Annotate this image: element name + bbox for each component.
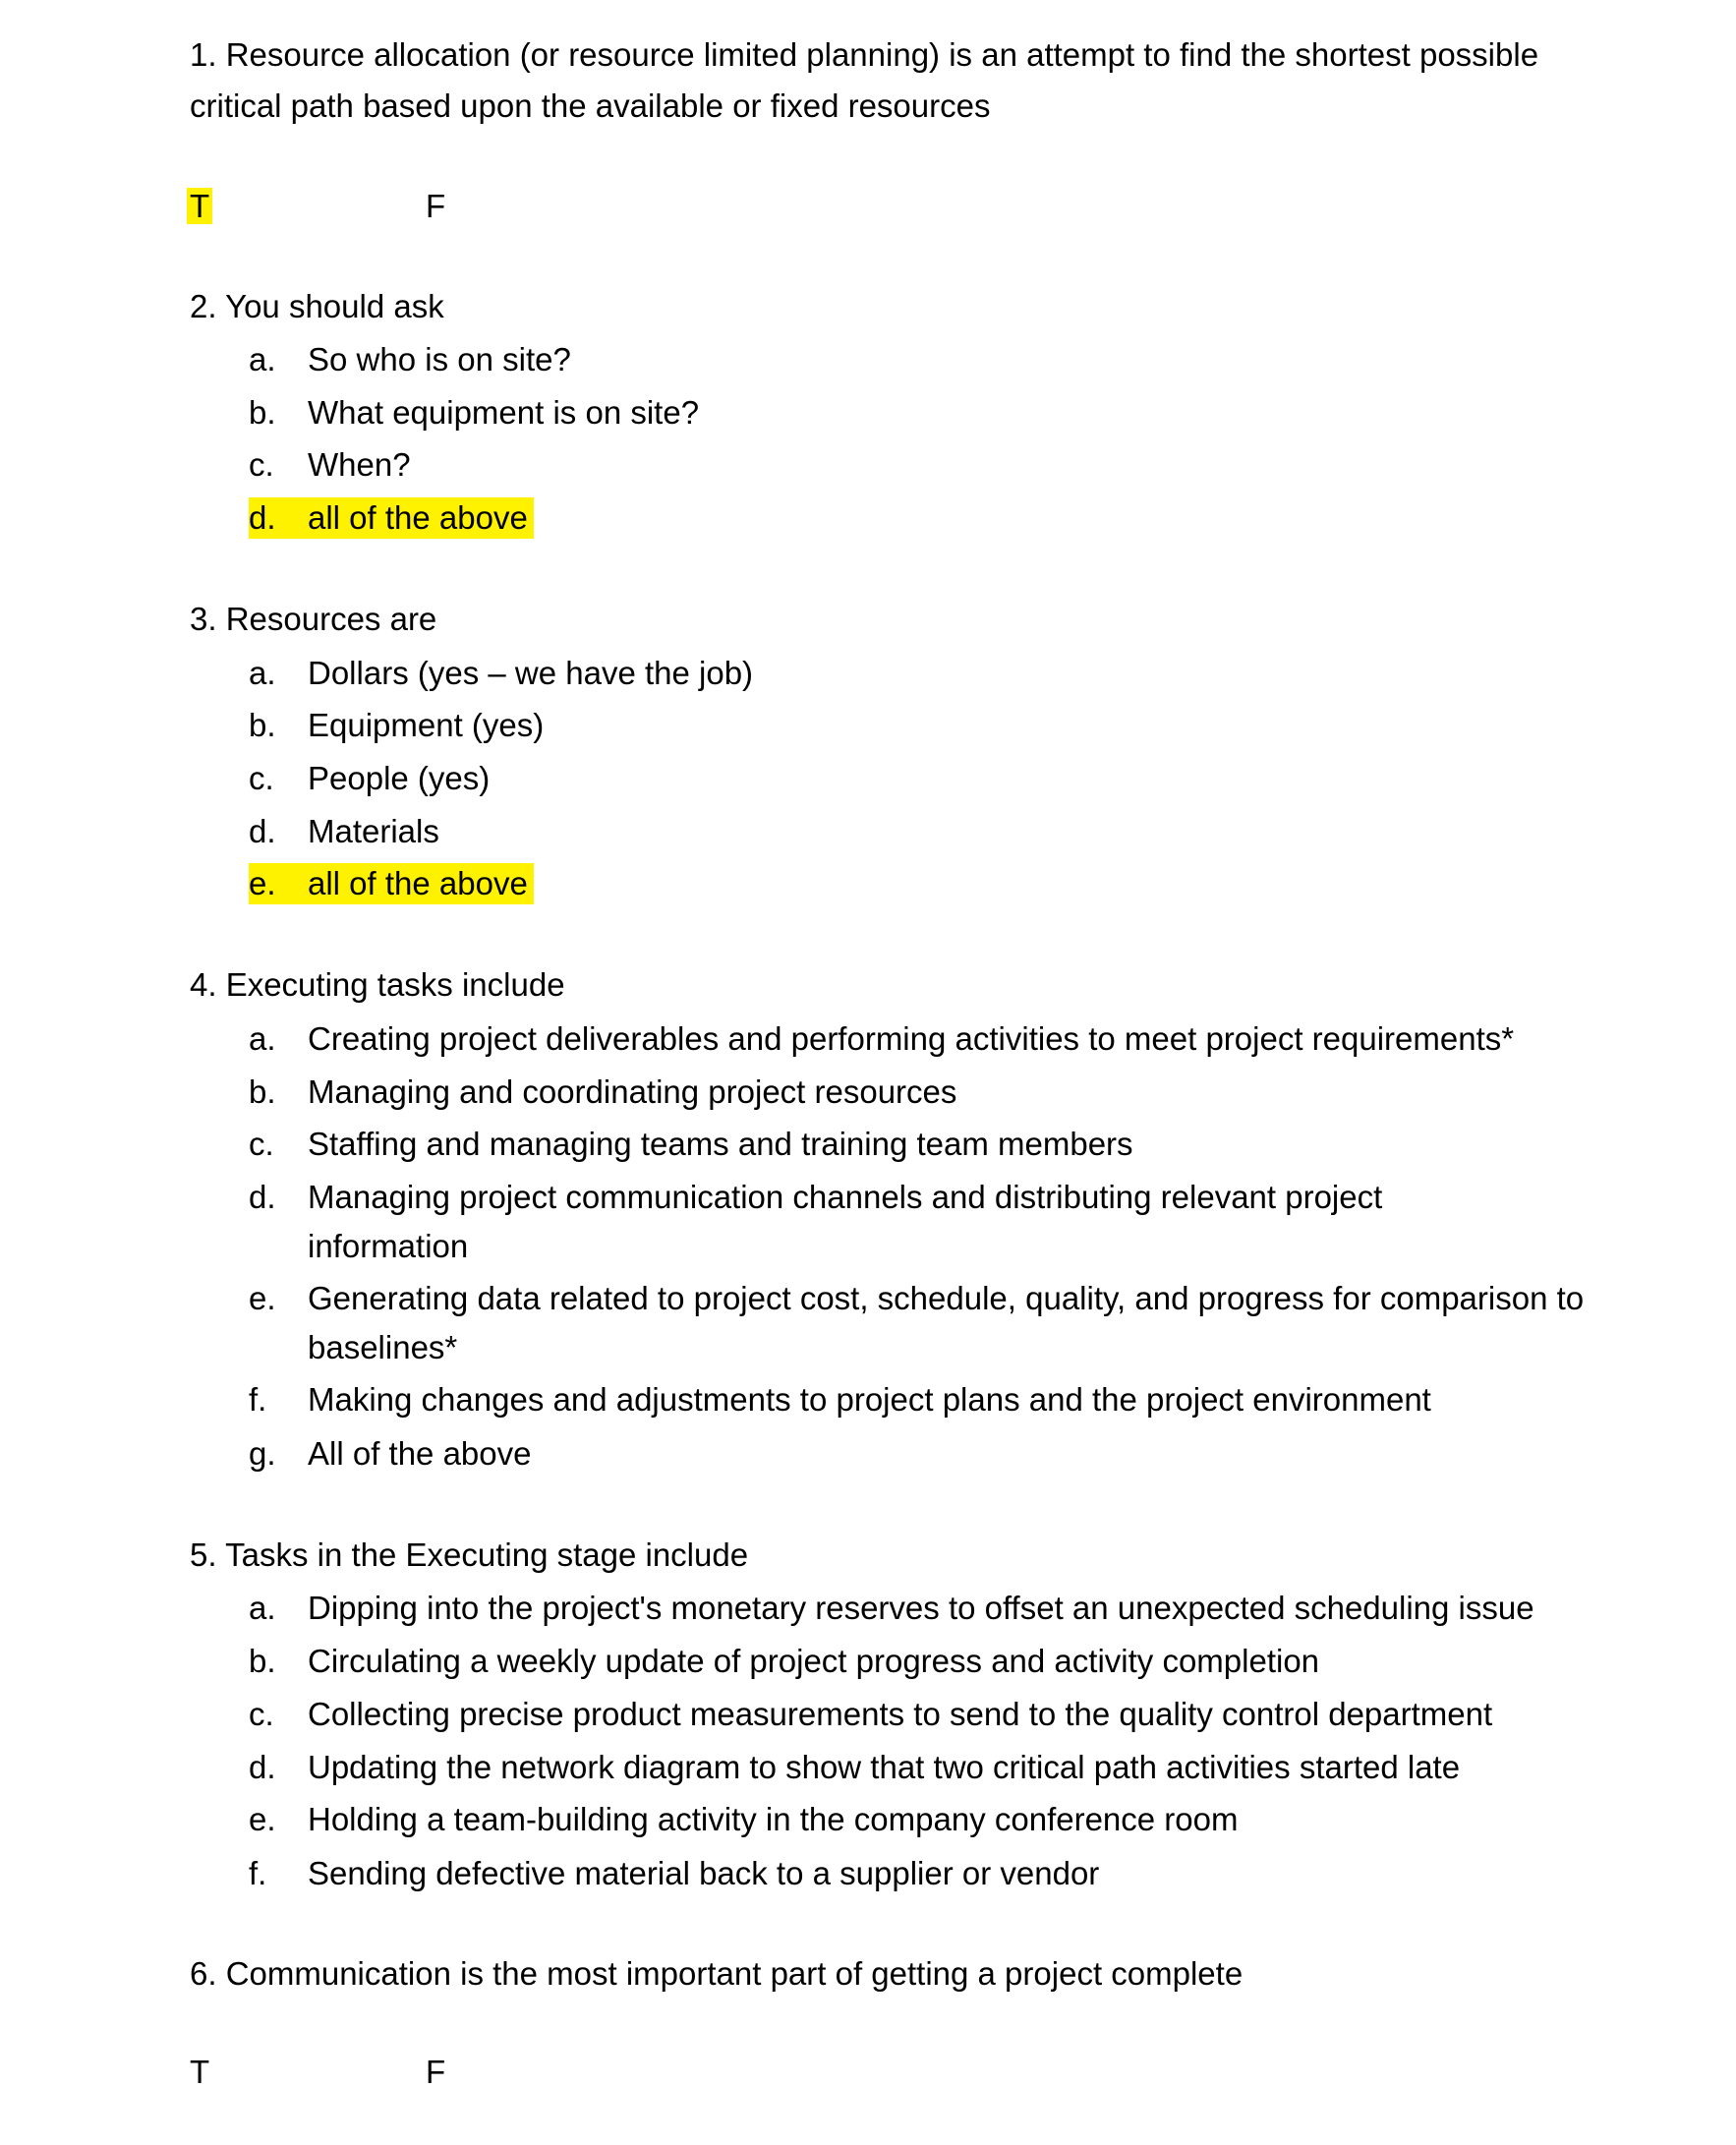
option-letter: b.	[249, 394, 276, 431]
option-letter: c.	[249, 1126, 274, 1162]
option-letter: f.	[249, 1855, 267, 1891]
option-letter: e.	[249, 1280, 276, 1316]
option-text: Circulating a weekly update of project progress and activity completion	[308, 1643, 1320, 1679]
option-letter: d.	[249, 499, 276, 536]
option-letter: a.	[249, 1590, 276, 1626]
option-letter: d.	[249, 813, 276, 849]
question-4-text: 4. Executing tasks include	[190, 966, 565, 1003]
question-6-true-label: T	[190, 2054, 210, 2090]
option-text: Managing and coordinating project resources	[308, 1073, 957, 1110]
option-text: Dollars (yes – we have the job)	[308, 655, 754, 691]
option-text: So who is on site?	[308, 341, 571, 377]
option-text: All of the above	[308, 1435, 532, 1472]
option-letter: b.	[249, 1643, 276, 1679]
question-3-text: 3. Resources are	[190, 601, 437, 637]
option-letter: e.	[249, 865, 276, 901]
option-text: Creating project deliverables and performing activities to meet project requirements*	[308, 1020, 1515, 1057]
option-text: all of the above	[308, 865, 528, 901]
option-letter: a.	[249, 341, 276, 377]
option-letter: c.	[249, 1696, 274, 1732]
option-text: Updating the network diagram to show that two critical path activities started late	[308, 1749, 1461, 1785]
question-1-text: 1. Resource allocation (or resource limited planning) is an attempt to find the shortest possible critical path based upon the available or fixed resources	[190, 36, 1539, 124]
option-text: Generating data related to project cost, schedule, quality, and progress for comparison to baselines*	[308, 1280, 1585, 1365]
option-text: Holding a team-building activity in the company conference room	[308, 1801, 1239, 1837]
option-letter: b.	[249, 1073, 276, 1110]
option-letter: a.	[249, 655, 276, 691]
option-letter: c.	[249, 446, 274, 483]
option-letter: b.	[249, 707, 276, 743]
question-1-false-label: F	[426, 188, 446, 224]
option-text: Managing project communication channels and distributing relevant project information	[308, 1179, 1383, 1264]
option-text: Dipping into the project's monetary reserves to offset an unexpected scheduling issue	[308, 1590, 1534, 1626]
option-letter: a.	[249, 1020, 276, 1057]
option-letter: d.	[249, 1749, 276, 1785]
question-6-false-label: F	[426, 2054, 446, 2090]
option-text: Sending defective material back to a supplier or vendor	[308, 1855, 1100, 1891]
option-text: Making changes and adjustments to project plans and the project environment	[308, 1381, 1431, 1418]
question-6-text: 6. Communication is the most important part of getting a project complete	[190, 1955, 1244, 1992]
option-letter: f.	[249, 1381, 267, 1418]
option-text: When?	[308, 446, 411, 483]
option-text: Staffing and managing teams and training team members	[308, 1126, 1133, 1162]
option-text: Materials	[308, 813, 439, 849]
option-letter: c.	[249, 760, 274, 796]
option-letter: g.	[249, 1435, 276, 1472]
option-text: Equipment (yes)	[308, 707, 545, 743]
option-letter: d.	[249, 1179, 276, 1215]
option-letter: e.	[249, 1801, 276, 1837]
question-1-true-label: T	[187, 188, 212, 224]
option-text: Collecting precise product measurements to send to the quality control department	[308, 1696, 1493, 1732]
option-text: People (yes)	[308, 760, 491, 796]
option-text: all of the above	[308, 499, 528, 536]
question-1-true-option	[187, 187, 212, 226]
question-5-text: 5. Tasks in the Executing stage include	[190, 1536, 749, 1573]
question-2-text: 2. You should ask	[190, 288, 444, 324]
option-text: What equipment is on site?	[308, 394, 700, 431]
